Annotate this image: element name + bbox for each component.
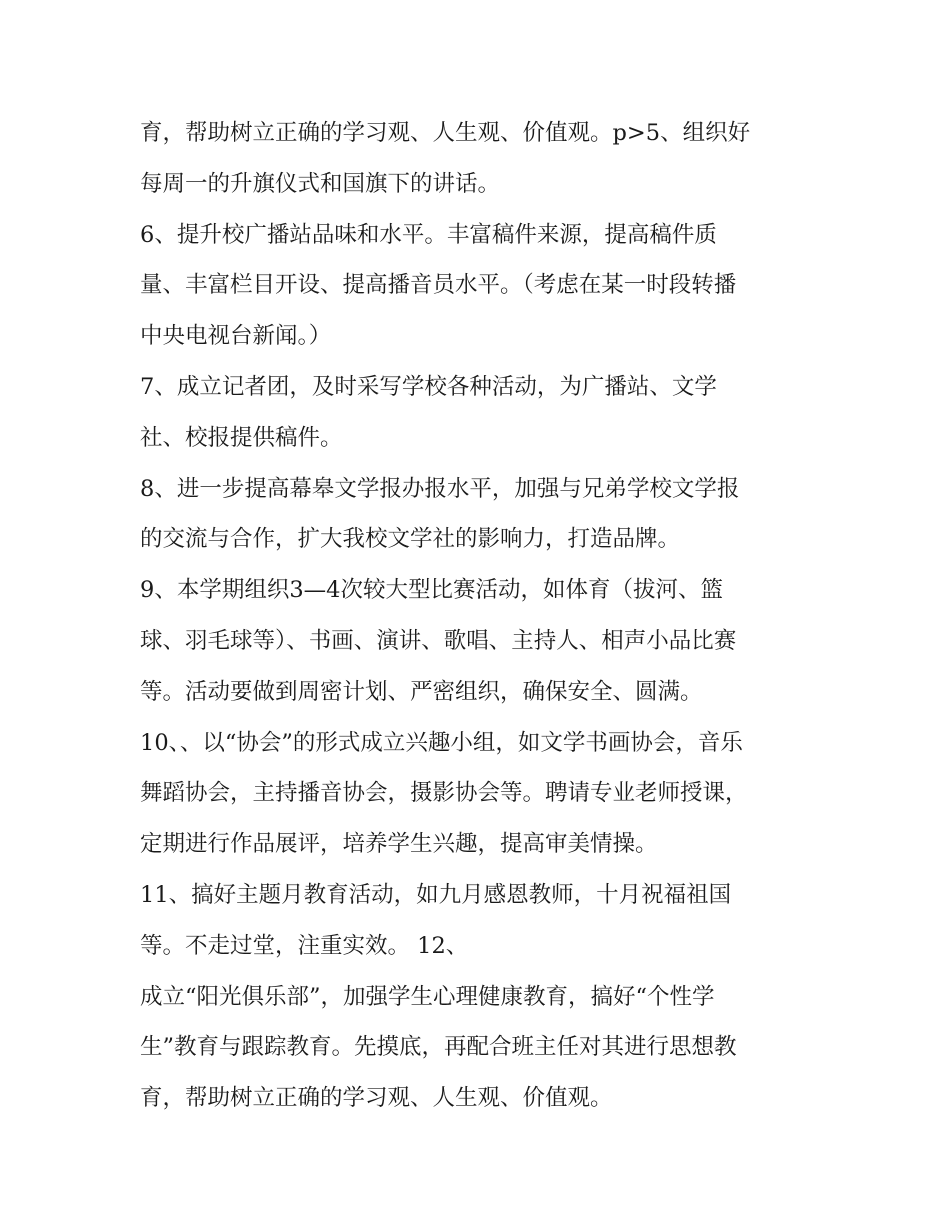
text-line: 6、提升校广播站品味和水平。丰富稿件来源，提高稿件质 — [140, 221, 717, 248]
text-line: 量、丰富栏目开设、提高播音员水平。（考虑在某一时段转播 — [140, 272, 737, 299]
text-line: 育，帮助树立正确的学习观、人生观、价值观。 — [140, 1085, 613, 1112]
text-line: 育，帮助树立正确的学习观、人生观、价值观。p>5、组织好 — [140, 120, 751, 146]
text-line: 等。不走过堂，注重实效。 12、 — [140, 932, 469, 959]
text-line: 等。活动要做到周密计划、严密组织，确保安全、圆满。 — [140, 678, 703, 705]
text-line: 7、成立记者团，及时采写学校各种活动，为广播站、文学 — [140, 373, 717, 400]
text-line: 舞蹈协会，主持播音协会，摄影协会等。聘请专业老师授课， — [140, 780, 748, 807]
text-line: 生”教育与跟踪教育。先摸底，再配合班主任对其进行思想教 — [140, 1034, 737, 1061]
text-line: 中央电视台新闻。） — [140, 323, 332, 350]
text-line: 10、、以“协会”的形式成立兴趣小组，如文学书画协会，音乐 — [140, 729, 743, 756]
text-line: 8、进一步提高幕皋文学报办报水平，加强与兄弟学校文学报 — [140, 475, 740, 502]
text-line: 的交流与合作，扩大我校文学社的影响力，打造品牌。 — [140, 526, 681, 553]
text-line: 球、羽毛球等）、书画、演讲、歌唱、主持人、相声小品比赛 — [140, 627, 737, 654]
text-line: 11、搞好主题月教育活动，如九月感恩教师，十月祝福祖国 — [140, 881, 732, 908]
document-body — [140, 108, 840, 1124]
text-line: 定期进行作品展评，培养学生兴趣，提高审美情操。 — [140, 831, 658, 858]
text-line: 社、校报提供稿件。 — [140, 424, 343, 451]
text-line: 9、本学期组织3—4次较大型比赛活动，如体育（拔河、篮 — [140, 577, 723, 604]
text-line: 成立“阳光俱乐部”，加强学生心理健康教育，搞好“个性学 — [140, 983, 715, 1010]
text-line: 每周一的升旗仪式和国旗下的讲话。 — [140, 170, 501, 197]
